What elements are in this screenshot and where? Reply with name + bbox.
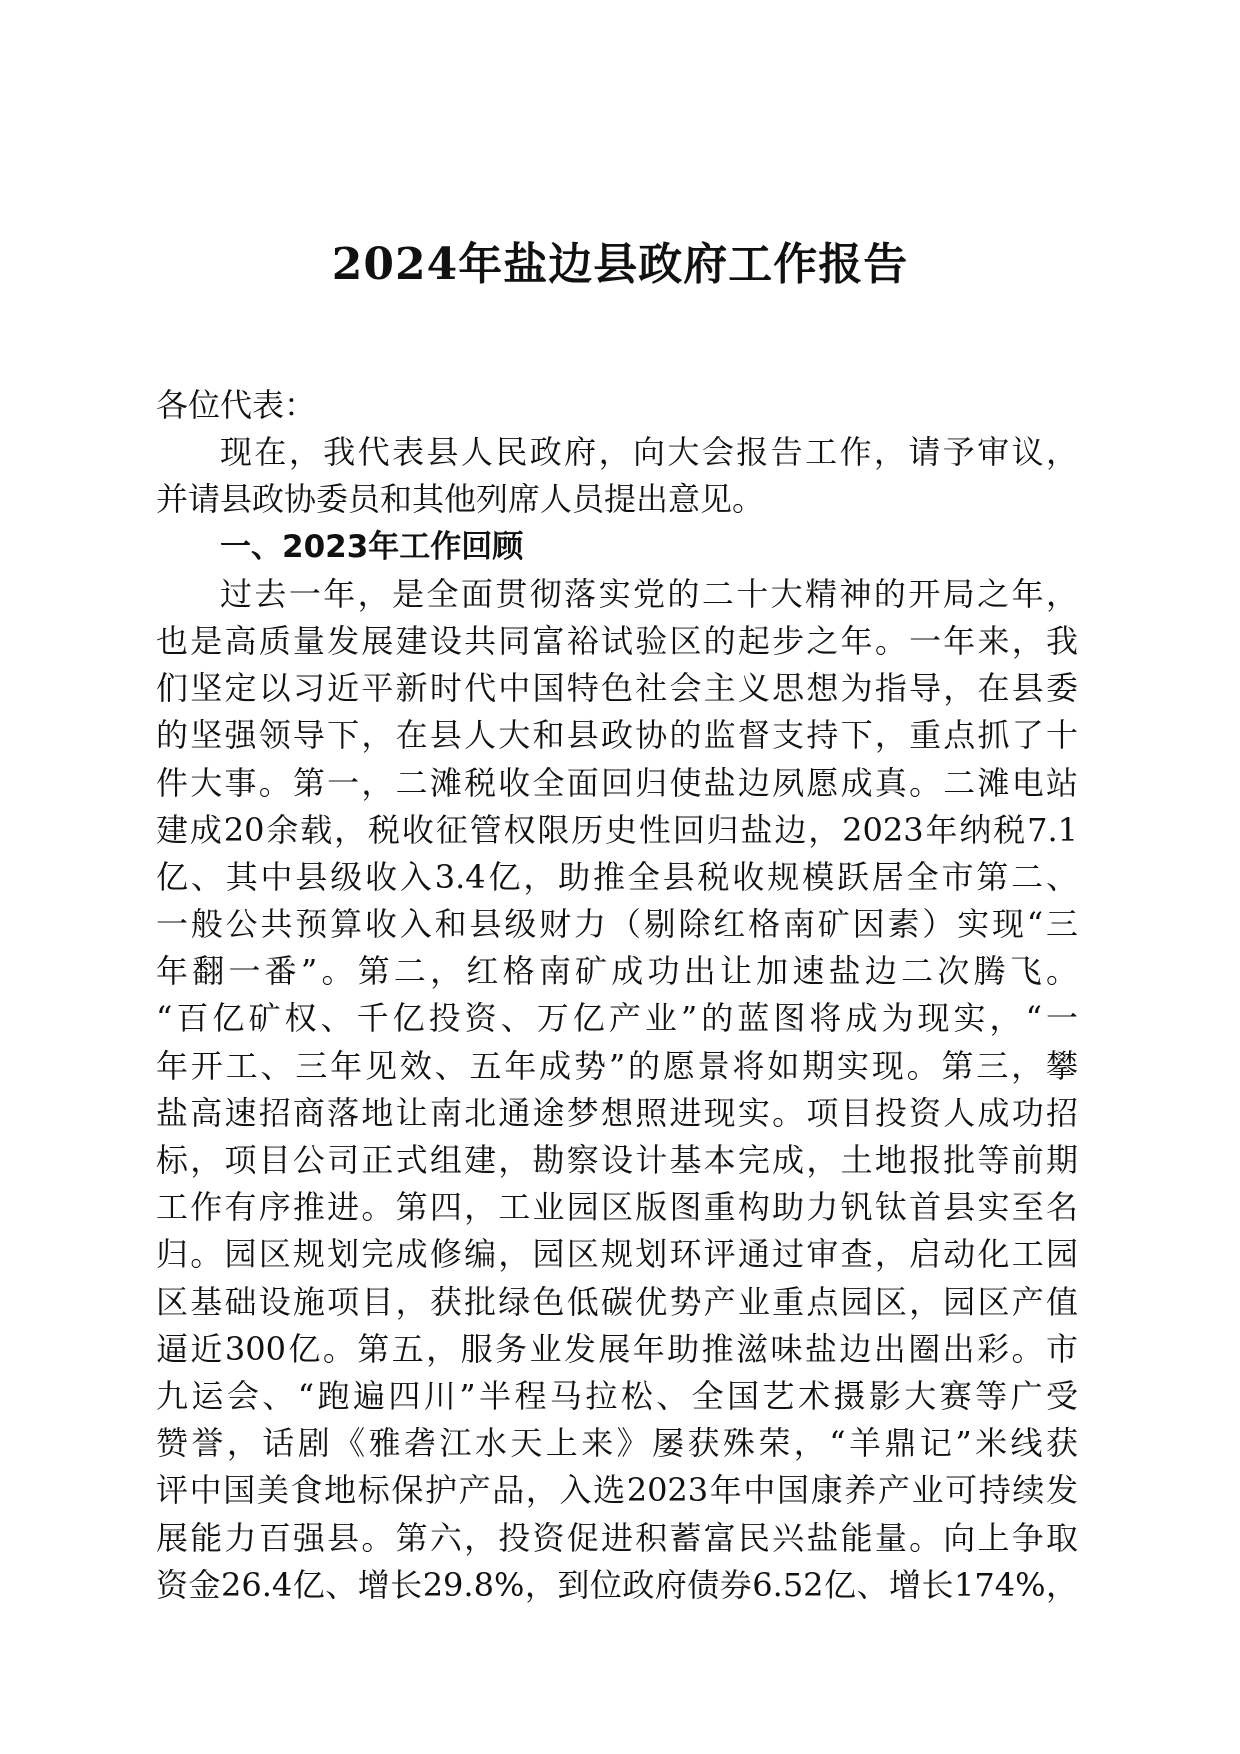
body-line: 也是高质量发展建设共同富裕试验区的起步之年。一年来，我	[156, 621, 1078, 660]
section-heading: 一、2023年工作回顾	[220, 528, 524, 565]
body-line: 资金26.4亿、增长29.8%，到位政府债券6.52亿、增长174%，	[156, 1565, 1078, 1604]
document-body	[156, 382, 1078, 1609]
body-line: 盐高速招商落地让南北通途梦想照进现实。项目投资人成功招	[156, 1093, 1078, 1132]
salutation: 各位代表：	[156, 386, 317, 424]
body-line: 赞誉，话剧《雅砻江水天上来》屡获殊荣，“羊鼎记”米线获	[156, 1424, 1078, 1463]
body-line: 亿、其中县级收入3.4亿，助推全县税收规模跃居全市第二、	[156, 857, 1078, 896]
body-line: 九运会、“跑遍四川”半程马拉松、全国艺术摄影大赛等广受	[156, 1376, 1078, 1415]
body-line: 年开工、三年见效、五年成势”的愿景将如期实现。第三，攀	[156, 1046, 1078, 1085]
intro-line: 并请县政协委员和其他列席人员提出意见。	[156, 480, 765, 519]
body-line: 展能力百强县。第六，投资促进积蓄富民兴盐能量。向上争取	[156, 1518, 1078, 1557]
body-line: 工作有序推进。第四，工业园区版图重构助力钒钛首县实至名	[156, 1188, 1078, 1227]
body-line: 的坚强领导下，在县人大和县政协的监督支持下，重点抓了十	[156, 716, 1078, 755]
body-line: 一般公共预算收入和县级财力（剔除红格南矿因素）实现“三	[156, 905, 1078, 944]
body-line: 们坚定以习近平新时代中国特色社会主义思想为指导，在县委	[156, 669, 1078, 708]
body-line: 过去一年，是全面贯彻落实党的二十大精神的开局之年，	[220, 574, 1078, 613]
body-line: 评中国美食地标保护产品，入选2023年中国康养产业可持续发	[156, 1471, 1078, 1510]
body-line: 件大事。第一，二滩税收全面回归使盐边夙愿成真。二滩电站	[156, 763, 1078, 802]
intro-line: 现在，我代表县人民政府，向大会报告工作，请予审议，	[220, 433, 1078, 472]
body-line: 逼近300亿。第五，服务业发展年助推滋味盐边出圈出彩。市	[156, 1329, 1078, 1368]
body-line: 标，项目公司正式组建，勘察设计基本完成，土地报批等前期	[156, 1141, 1078, 1179]
body-line: “百亿矿权、千亿投资、万亿产业”的蓝图将成为现实，“一	[156, 999, 1078, 1038]
document-title: 2024年盐边县政府工作报告	[331, 239, 909, 290]
body-line: 区基础设施项目，获批绿色低碳优势产业重点园区，园区产值	[156, 1282, 1078, 1321]
body-line: 年翻一番”。第二，红格南矿成功出让加速盐边二次腾飞。	[156, 952, 1078, 991]
body-line: 归。园区规划完成修编，园区规划环评通过审查，启动化工园	[156, 1235, 1078, 1274]
body-line: 建成20余载，税收征管权限历史性回归盐边，2023年纳税7.1	[156, 810, 1078, 849]
